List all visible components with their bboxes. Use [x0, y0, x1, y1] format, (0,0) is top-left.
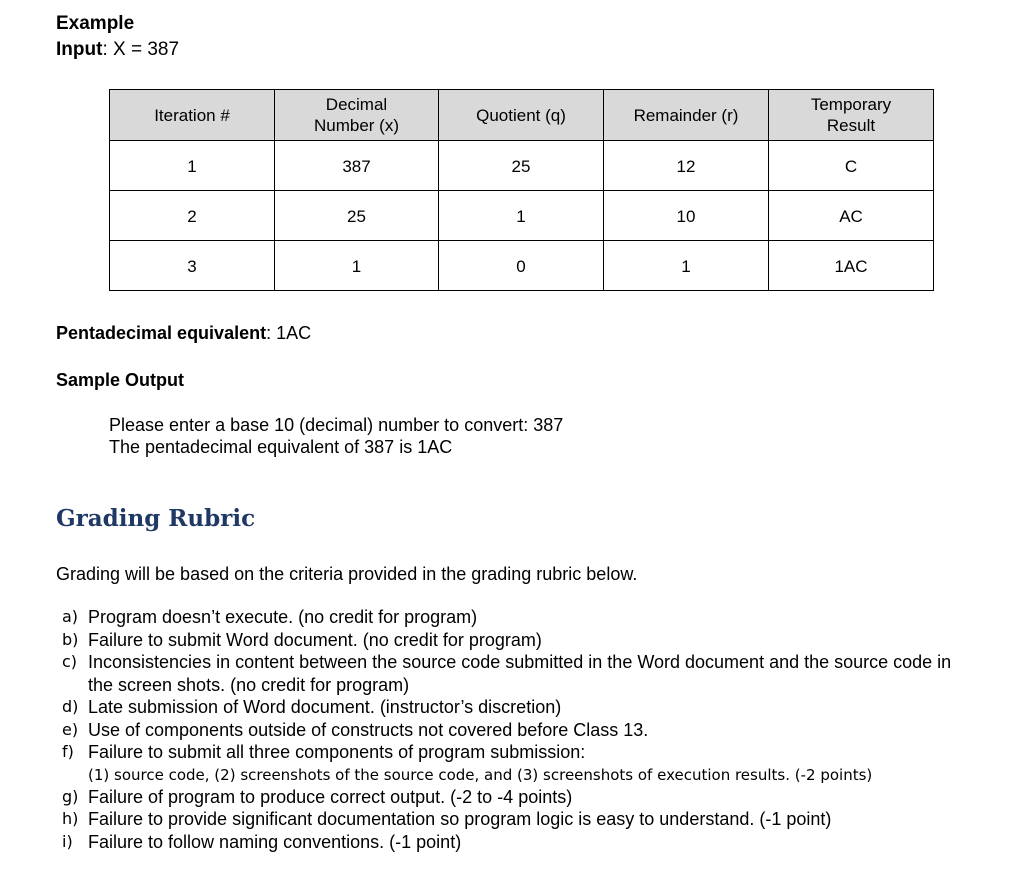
rubric-intro: Grading will be based on the criteria provided in the grading rubric below. [56, 564, 638, 584]
list-item [62, 606, 962, 629]
input-value: : X = 387 [102, 39, 180, 60]
list-marker: h) [62, 809, 79, 828]
header-line: Result [826, 116, 876, 135]
sample-output-block [109, 414, 563, 458]
list-marker: f) [62, 742, 74, 761]
table-cell: AC [769, 191, 934, 241]
list-item-text: Failure to submit all three components of program submission: [88, 742, 586, 762]
pentadecimal-label: Pentadecimal equivalent [56, 323, 267, 343]
list-marker: a) [62, 607, 79, 626]
header-remainder [604, 90, 769, 141]
header-line: Temporary [810, 95, 892, 114]
list-item [62, 741, 962, 786]
list-item [62, 831, 962, 854]
header-temporary-result [769, 90, 934, 141]
list-item-text: Failure to submit Word document. (no credit for program) [88, 629, 542, 650]
list-item-text: Failure to provide significant documentation so program logic is easy to understand. (-1 point) [88, 809, 832, 829]
table-row [110, 191, 934, 241]
rubric-title: Grading Rubric [56, 505, 256, 532]
table-cell: 1AC [769, 241, 934, 291]
header-line: Decimal [325, 95, 388, 114]
list-marker: e) [62, 719, 79, 739]
list-item-text: Late submission of Word document. (instructor’s discretion) [88, 697, 562, 717]
list-marker: c) [62, 652, 78, 671]
table-cell: C [769, 141, 934, 191]
table-cell: 25 [439, 141, 604, 191]
table-cell: 1 [275, 241, 439, 291]
table-cell: 10 [604, 191, 769, 241]
header-decimal-number [275, 90, 439, 141]
table-row [110, 141, 934, 191]
input-line [56, 39, 179, 61]
list-marker: i) [62, 831, 73, 851]
table-row [110, 241, 934, 291]
header-line: Quotient (q) [476, 105, 566, 125]
header-quotient [439, 90, 604, 141]
table-header-row [110, 90, 934, 141]
list-item-text: Use of components outside of constructs not covered before Class 13. [88, 719, 649, 740]
table-cell: 0 [439, 241, 604, 291]
list-marker: g) [62, 786, 79, 806]
rubric-list [62, 606, 962, 853]
table-cell: 387 [275, 141, 439, 191]
list-item [62, 629, 962, 652]
list-item-text: Inconsistencies in content between the source code submitted in the Word document and the source code in the screen shots. (no credit for program) [88, 652, 952, 695]
table-cell: 1 [439, 191, 604, 241]
list-item-text: Failure of program to produce correct output. (-2 to -4 points) [88, 786, 573, 807]
example-heading: Example [56, 13, 135, 34]
table-cell: 1 [110, 141, 275, 191]
sample-output-line: Please enter a base 10 (decimal) number to convert: 387 [109, 415, 564, 435]
table-cell: 1 [604, 241, 769, 291]
list-item [62, 786, 962, 809]
pentadecimal-value: : 1AC [266, 323, 312, 343]
list-item [62, 651, 962, 696]
header-line: Number (x) [313, 116, 399, 135]
list-item-text: Program doesn’t execute. (no credit for program) [88, 607, 478, 627]
list-item [62, 719, 962, 742]
list-marker: b) [62, 629, 79, 649]
list-marker: d) [62, 697, 79, 716]
header-line: Iteration # [154, 105, 230, 125]
list-item-text: Failure to follow naming conventions. (-1 point) [88, 831, 462, 852]
sample-output-line: The pentadecimal equivalent of 387 is 1AC [109, 437, 453, 457]
sample-output-title: Sample Output [56, 370, 185, 390]
list-item [62, 696, 962, 719]
list-item [62, 808, 962, 831]
table-cell: 2 [110, 191, 275, 241]
iteration-table [109, 89, 934, 291]
pentadecimal-equivalent [56, 323, 311, 344]
table-cell: 12 [604, 141, 769, 191]
table-cell: 25 [275, 191, 439, 241]
table-cell: 3 [110, 241, 275, 291]
header-iteration [110, 90, 275, 141]
header-line: Remainder (r) [633, 105, 739, 125]
input-label: Input [56, 39, 103, 60]
list-item-subline: (1) source code, (2) screenshots of the source code, and (3) screenshots of execution results. (-2 points) [88, 765, 873, 784]
